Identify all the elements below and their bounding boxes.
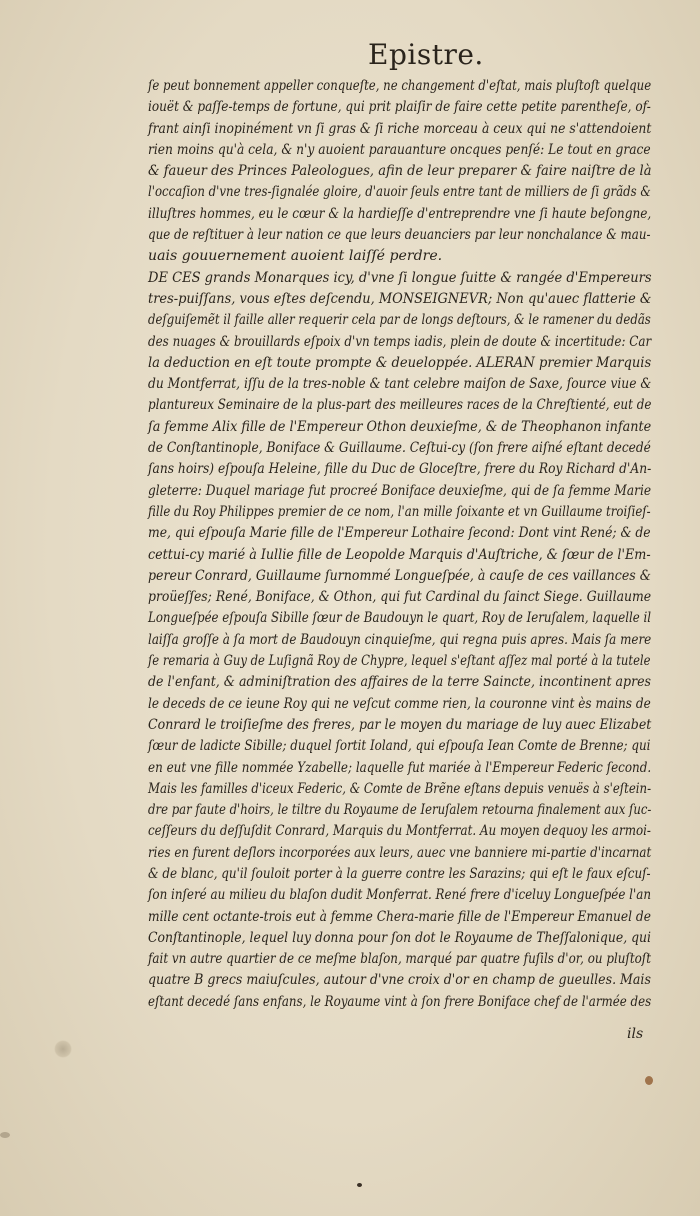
text-line: me, qui eſpouſa Marie fille de l'Empereur Lothaire ſecond: Dont vint René; & de	[148, 525, 651, 542]
text-line: mille cent octante-trois eut à femme Chera-marie fille de l'Empereur Emanuel de	[148, 908, 651, 925]
text-line: la deduction en eſt toute prompte & deueloppée. ALERAN premier Marquis	[148, 354, 652, 371]
text-line: cettui-cy marié à Iullie fille de Leopolde Marquis d'Auſtriche, & ſœur de l'Em-	[148, 546, 651, 563]
text-line: ſœur de ladicte Sibille; duquel ſortit Ioland, qui eſpouſa Iean Comte de Brenne; qui	[148, 738, 651, 755]
text-line: laiſſa groſſe à ſa mort de Baudouyn cinquieſme, qui regna puis apres. Mais ſa mere	[148, 631, 652, 648]
text-line: proüeſſes; René, Boniface, & Othon, qui fut Cardinal du ſainct Siege. Guillaume	[148, 589, 652, 606]
text-line: & faueur des Princes Paleologues, afin de leur preparer & faire naiſtre de là	[148, 163, 652, 180]
text-line: eſtant decedé ſans enfans, le Royaume vint à ſon frere Boniface chef de l'armée des	[148, 993, 652, 1010]
text-line: Mais les familles d'iceux Federic, & Comte de Brẽne eſtans depuis venuës à s'eſtein-	[148, 780, 652, 797]
text-line: & de blanc, qu'il ſouloit porter à la guerre contre les Sarazins; qui eſt le faux eſcuſ-	[148, 865, 651, 882]
text-line: ſe remaria à Guy de Luſignã Roy de Chypre, lequel s'eſtant aſſez mal porté à la tutele	[148, 653, 651, 670]
text-line: fille du Roy Philippes premier de ce nom, l'an mille ſoixante et vn Guillaume troiſieſ-	[148, 503, 651, 520]
text-line: uais gouuernement auoient laiſſé perdre.	[148, 248, 443, 265]
text-line: de l'enfant, & adminiſtration des affaires de la terre Saincte, incontinent apres	[148, 674, 651, 691]
text-line: des nuages & brouillards eſpoix d'vn temps iadis, plein de doute & incertitude: Car	[148, 333, 652, 350]
text-line: plantureux Seminaire de la plus-part des meilleures races de la Chreſtienté, eut de	[148, 397, 652, 414]
catchword: ils	[627, 1026, 644, 1042]
text-line: DE CES grands Monarques icy, d'vne ſi longue ſuitte & rangée d'Empereurs	[148, 269, 652, 286]
ink-spot	[357, 1183, 362, 1187]
text-line: quatre B grecs maiuſcules, autour d'vne croix d'or en champ de gueulles. Mais	[148, 972, 651, 989]
paper-stain	[54, 1040, 72, 1058]
body-text	[148, 76, 651, 1013]
text-line: ſon inſeré au milieu du blaſon dudit Monferrat. René frere d'iceluy Longueſpée l'an	[148, 887, 652, 904]
edge-wear	[0, 1132, 10, 1138]
text-line: que de reſtituer à leur nation ce que leurs deuanciers par leur nonchalance & mau-	[148, 227, 651, 244]
running-head: Epistre.	[368, 38, 484, 71]
text-line: le deceds de ce ieune Roy qui ne veſcut comme rien, la couronne vint ès mains de	[148, 695, 651, 712]
paper-spot	[645, 1076, 653, 1085]
text-line: l'occaſion d'vne tres-ſignalée gloire, d'auoir ſeuls entre tant de milliers de ſi grãds &	[148, 184, 651, 201]
text-line: Conſtantinople, lequel luy donna pour ſon dot le Royaume de Theſſalonique, qui	[148, 929, 652, 946]
text-line: ſe peut bonnement appeller conqueſte, ne changement d'eſtat, mais pluſtoſt quelque	[148, 78, 652, 94]
text-line: illuſtres hommes, eu le cœur & la hardieſſe d'entreprendre vne ſi haute beſongne,	[148, 205, 652, 222]
text-line: Conrard le troiſieſme des freres, par le moyen du mariage de luy auec Elizabet	[148, 716, 652, 733]
text-line: ceſſeurs du deſſuſdit Conrard, Marquis du Montferrat. Au moyen dequoy les armoi-	[148, 823, 651, 840]
text-line: fait vn autre quartier de ce meſme blaſon, marqué par quatre fuſils d'or, ou pluſtoſt	[148, 951, 651, 968]
text-line: ſa femme Alix fille de l'Empereur Othon deuxieſme, & de Theophanon infante	[148, 418, 652, 435]
text-line: ries en furent deſlors incorporées aux leurs, auec vne banniere mi-partie d'incarnat	[148, 844, 652, 861]
text-line: du Montferrat, iſſu de la tres-noble & tant celebre maiſon de Saxe, ſource viue &	[148, 376, 652, 393]
text-line: frant ainſi inopinément vn ſi gras & ſi riche morceau à ceux qui ne s'attendoient	[148, 120, 652, 137]
text-line: rien moins qu'à cela, & n'y auoient parauanture oncques penſé: Le tout en grace	[148, 141, 651, 158]
text-line: tres-puiſſans, vous eſtes deſcendu, MONSEIGNEVR; Non qu'auec flatterie &	[148, 290, 652, 307]
text-line: en eut vne fille nommée Yzabelle; laquelle fut mariée à l'Empereur Federic ſecond.	[148, 759, 652, 776]
text-line: de Conſtantinople, Boniface & Guillaume. Ceſtui-cy (ſon frere aiſné eſtant decedé	[148, 440, 651, 457]
text-line: Longueſpée eſpouſa Sibille ſœur de Baudouyn le quart, Roy de Ieruſalem, laquelle il	[148, 610, 652, 627]
text-line: pereur Conrard, Guillaume ſurnommé Longueſpée, à cauſe de ces vaillances &	[148, 567, 651, 584]
text-line: iouët & paſſe-temps de fortune, qui prit plaiſir de faire cette petite parentheſe, of-	[148, 99, 651, 116]
text-line: dre par faute d'hoirs, le tiltre du Royaume de Ieruſalem retourna finalement aux ſuc-	[148, 802, 652, 819]
text-line: ſans hoirs) eſpouſa Heleine, fille du Duc de Gloceſtre, frere du Roy Richard d'An-	[148, 461, 652, 478]
text-line: deſguiſemẽt il faille aller requerir cela par de longs deſtours, & le ramener du dedãs	[148, 312, 651, 329]
text-line: gleterre: Duquel mariage fut procreé Boniface deuxieſme, qui de ſa femme Marie	[148, 482, 652, 499]
